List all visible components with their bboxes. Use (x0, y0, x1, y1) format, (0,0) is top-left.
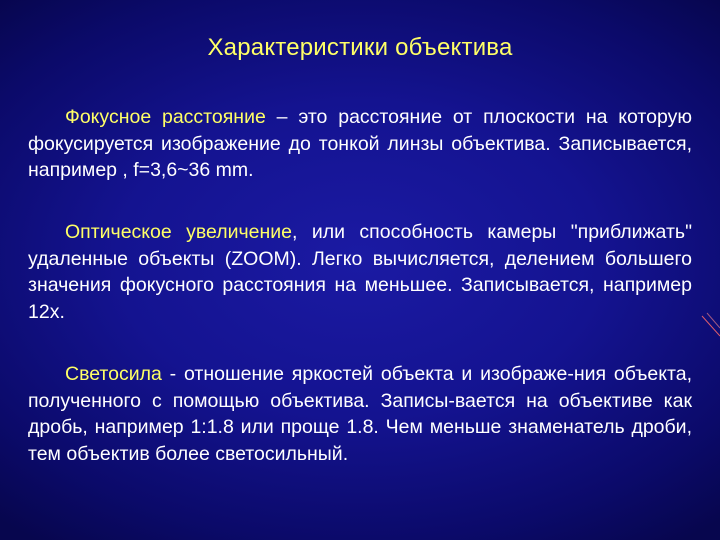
slide-title: Характеристики объектива (207, 34, 513, 61)
paragraph-optical-zoom (28, 219, 692, 325)
definition-optical-zoom: , или способность камеры "приближать" удаленные объекты (ZOOM). Легко вычисляется, делением большего значения фокусного расстояния на меньшее. Записывается, например 12x. (28, 221, 692, 323)
paragraph-focal-length (28, 104, 692, 184)
term-optical-zoom: Оптическое увеличение (65, 221, 293, 243)
definition-focal-length: – это расстояние от плоскости на которую фокусируется изображение до тонкой линзы объектива. Записывается, например , f=3,6~36 mm. (28, 106, 692, 181)
term-aperture: Светосила (65, 363, 162, 385)
definition-aperture: - отношение яркостей объекта и изображе-ния объекта, полученного с помощью объектива. Записы-вается на объективе как дробь, например 1:1.8 или проще 1.8. Чем меньше знаменатель дроби, тем объектив более светосильный. (28, 363, 692, 465)
term-focal-length: Фокусное расстояние (65, 106, 266, 128)
paragraph-aperture (28, 361, 692, 467)
